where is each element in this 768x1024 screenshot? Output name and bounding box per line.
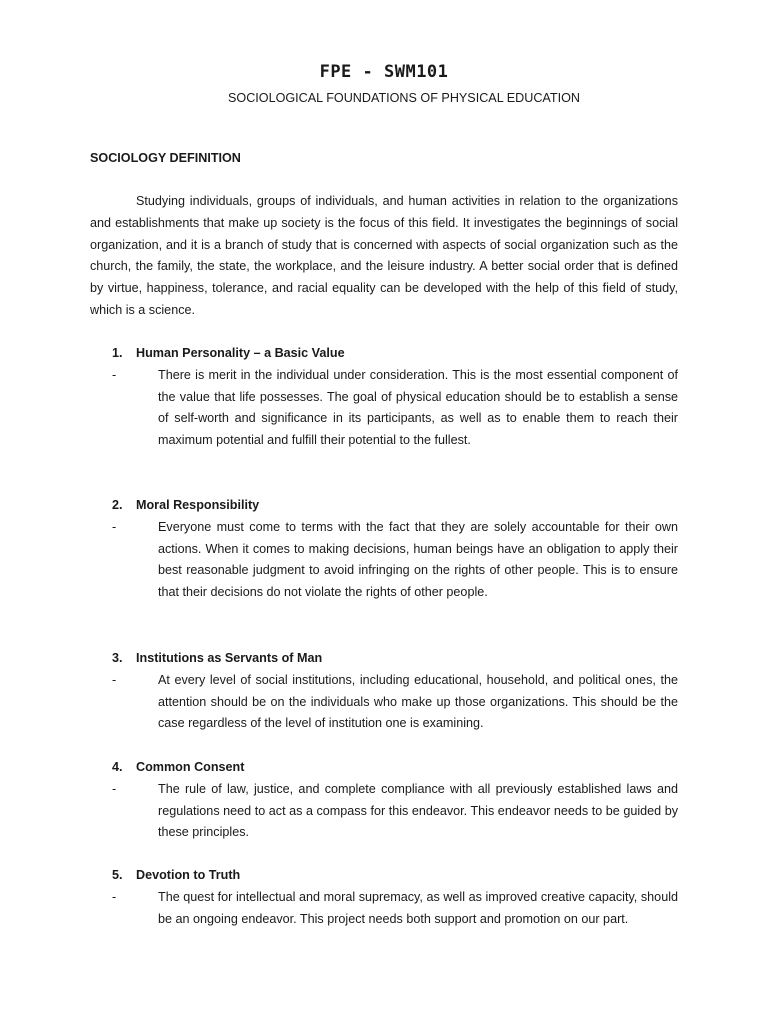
item-body — [112, 887, 678, 931]
document-subtitle: SOCIOLOGICAL FOUNDATIONS OF PHYSICAL EDUCATION — [228, 91, 580, 105]
item-heading — [112, 865, 678, 887]
item-body — [112, 365, 678, 452]
item-body — [112, 779, 678, 844]
list-item — [112, 343, 678, 452]
item-title: Institutions as Servants of Man — [136, 651, 323, 665]
list-item — [112, 495, 678, 604]
item-number: 4. — [112, 760, 123, 774]
item-number: 1. — [112, 346, 123, 360]
item-body — [112, 517, 678, 604]
item-title: Human Personality – a Basic Value — [136, 346, 345, 360]
bullet-dash: - — [112, 672, 117, 687]
item-text: There is merit in the individual under consideration. This is the most essential component of the value that life possesses. The goal of physical education should be to establish a sense of self-worth and significance in its participants, as well as to enable them to reach their maximum potential and fulfill their potential to the fullest. — [158, 367, 678, 448]
item-number: 2. — [112, 498, 123, 512]
list-item — [112, 865, 678, 930]
item-number: 5. — [112, 868, 123, 882]
list-item — [112, 757, 678, 844]
item-heading — [112, 495, 678, 517]
intro-paragraph: Studying individuals, groups of individuals, and human activities in relation to the organizations and establishments that make up society is the focus of this field. It investigates the beginnings of social organization, and it is a branch of study that is concerned with aspects of social organization such as the church, the family, the state, the workplace, and the leisure industry. A better social order that is defined by virtue, happiness, tolerance, and racial equality can be developed with the help of this field of study, which is a science. — [90, 194, 678, 317]
item-heading — [112, 648, 678, 670]
item-heading — [112, 757, 678, 779]
list-item — [112, 648, 678, 735]
document-title: FPE - SWM101 — [319, 62, 449, 82]
item-title: Common Consent — [136, 760, 245, 774]
item-heading — [112, 343, 678, 365]
bullet-dash: - — [112, 889, 117, 904]
bullet-dash: - — [112, 519, 117, 534]
section-heading: SOCIOLOGY DEFINITION — [90, 151, 241, 165]
bullet-dash: - — [112, 367, 117, 382]
item-text: Everyone must come to terms with the fact that they are solely accountable for their own actions. When it comes to making decisions, human beings have an obligation to apply their best reasonable judgment to avoid infringing on the rights of other people. This is to ensure that their decisions do not violate the rights of other people. — [158, 519, 678, 600]
item-text: The rule of law, justice, and complete compliance with all previously established laws and regulations need to act as a compass for this endeavor. This endeavor needs to be guided by these principles. — [158, 781, 678, 840]
item-text: The quest for intellectual and moral supremacy, as well as improved creative capacity, should be an ongoing endeavor. This project needs both support and promotion on our part. — [158, 889, 678, 926]
item-text: At every level of social institutions, including educational, household, and political ones, the attention should be on the individuals who make up those organizations. This should be the case regardless of the level of institution one is examining. — [158, 672, 678, 731]
item-title: Devotion to Truth — [136, 868, 241, 882]
item-body — [112, 670, 678, 735]
item-number: 3. — [112, 651, 123, 665]
bullet-dash: - — [112, 781, 117, 796]
item-title: Moral Responsibility — [136, 498, 260, 512]
